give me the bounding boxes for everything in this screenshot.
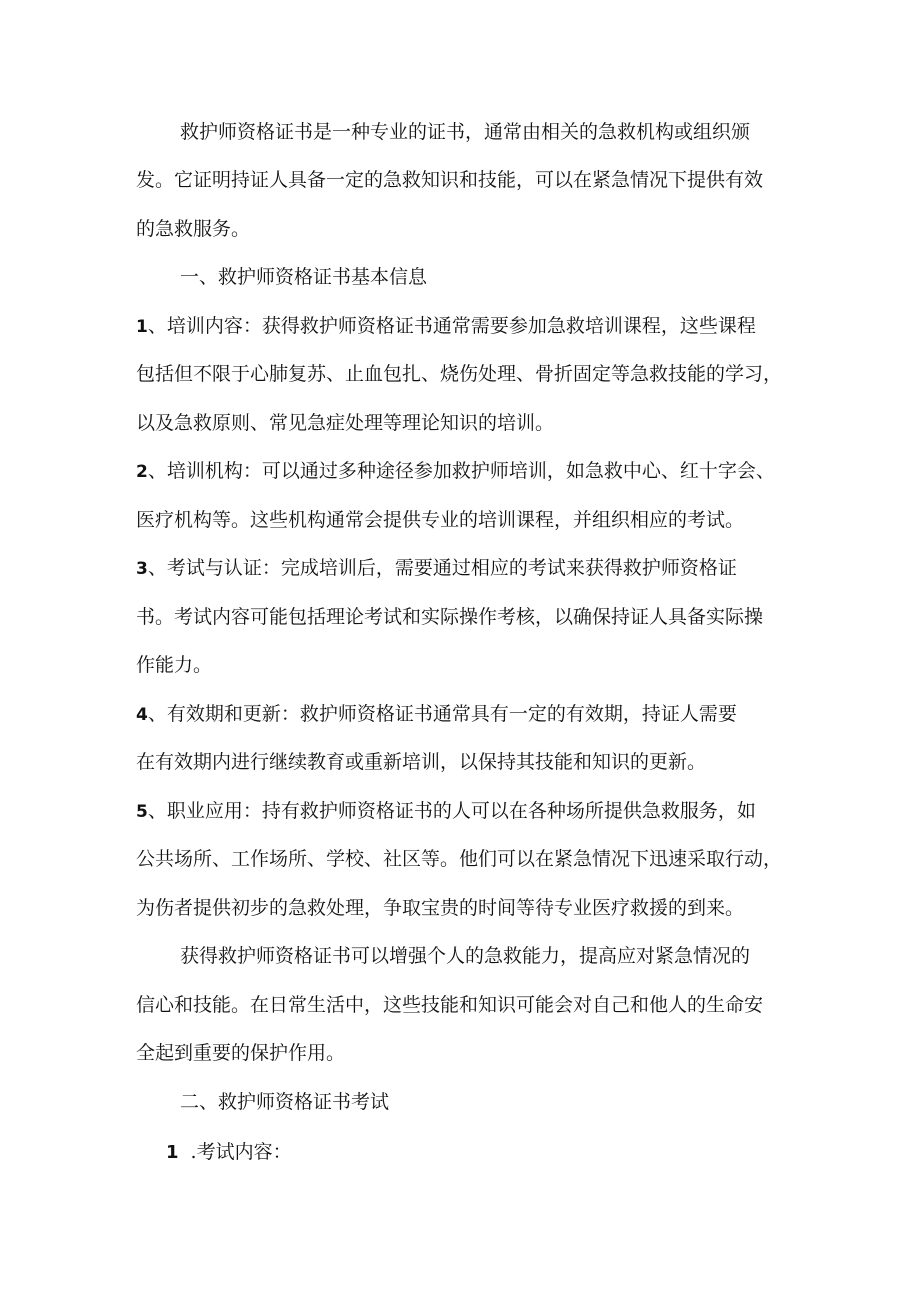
- summary-line-3: 全起到重要的保护作用。: [136, 1042, 346, 1064]
- item-5-line-2: 公共场所、工作场所、学校、社区等。他们可以在紧急情况下迅速采取行动，: [136, 848, 783, 870]
- intro-line-1: 救护师资格证书是一种专业的证书，通常由相关的急救机构或组织颁: [180, 121, 751, 143]
- item-5-text: 、职业应用：持有救护师资格证书的人可以在各种场所提供急救服务，如: [147, 800, 756, 822]
- item-3-line-1: [136, 556, 737, 581]
- intro-line-3: 的急救服务。: [136, 218, 251, 240]
- item-5-number: 5: [136, 802, 148, 822]
- item-4-number: 4: [136, 705, 148, 725]
- item-4-text: 、有效期和更新：救护师资格证书通常具有一定的有效期，持证人需要: [147, 703, 737, 725]
- item-2-line-2: 医疗机构等。这些机构通常会提供专业的培训课程，并组织相应的考试。: [136, 509, 745, 531]
- item-5-line-1: [136, 799, 756, 824]
- item-1-line-3: 以及急救原则、常见急症处理等理论知识的培训。: [136, 412, 555, 434]
- item-4-line-1: [136, 702, 737, 727]
- sub-item-1: [166, 1140, 292, 1165]
- section-1-heading: 一、救护师资格证书基本信息: [180, 266, 428, 288]
- summary-line-2: 信心和技能。在日常生活中，这些技能和知识可能会对自己和他人的生命安: [136, 994, 764, 1016]
- item-5-line-3: 为伤者提供初步的急救处理，争取宝贵的时间等待专业医疗救援的到来。: [136, 897, 745, 919]
- item-3-line-3: 作能力。: [136, 654, 213, 676]
- sub-item-1-number: 1: [166, 1142, 179, 1163]
- item-1-line-2: 包括但不限于心肺复苏、止血包扎、烧伤处理、骨折固定等急救技能的学习，: [136, 363, 783, 385]
- item-1-text: 、培训内容：获得救护师资格证书通常需要参加急救培训课程，这些课程: [147, 315, 756, 337]
- item-3-text: 、考试与认证：完成培训后，需要通过相应的考试来获得救护师资格证: [147, 557, 737, 579]
- item-2-line-1: [136, 459, 775, 484]
- intro-line-2: 发。它证明持证人具备一定的急救知识和技能，可以在紧急情况下提供有效: [136, 169, 764, 191]
- item-2-text: 、培训机构：可以通过多种途径参加救护师培训，如急救中心、红十字会、: [147, 460, 775, 482]
- item-3-number: 3: [136, 559, 148, 579]
- summary-line-1: 获得救护师资格证书可以增强个人的急救能力，提高应对紧急情况的: [180, 945, 751, 967]
- section-2-heading: 二、救护师资格证书考试: [180, 1091, 390, 1113]
- item-1-number: 1: [136, 317, 148, 337]
- item-3-line-2: 书。考试内容可能包括理论考试和实际操作考核，以确保持证人具备实际操: [136, 606, 764, 628]
- item-1-line-1: [136, 314, 756, 339]
- item-2-number: 2: [136, 462, 148, 482]
- item-4-line-2: 在有效期内进行继续教育或重新培训，以保持其技能和知识的更新。: [136, 751, 707, 773]
- sub-item-1-text: .考试内容：: [190, 1141, 292, 1163]
